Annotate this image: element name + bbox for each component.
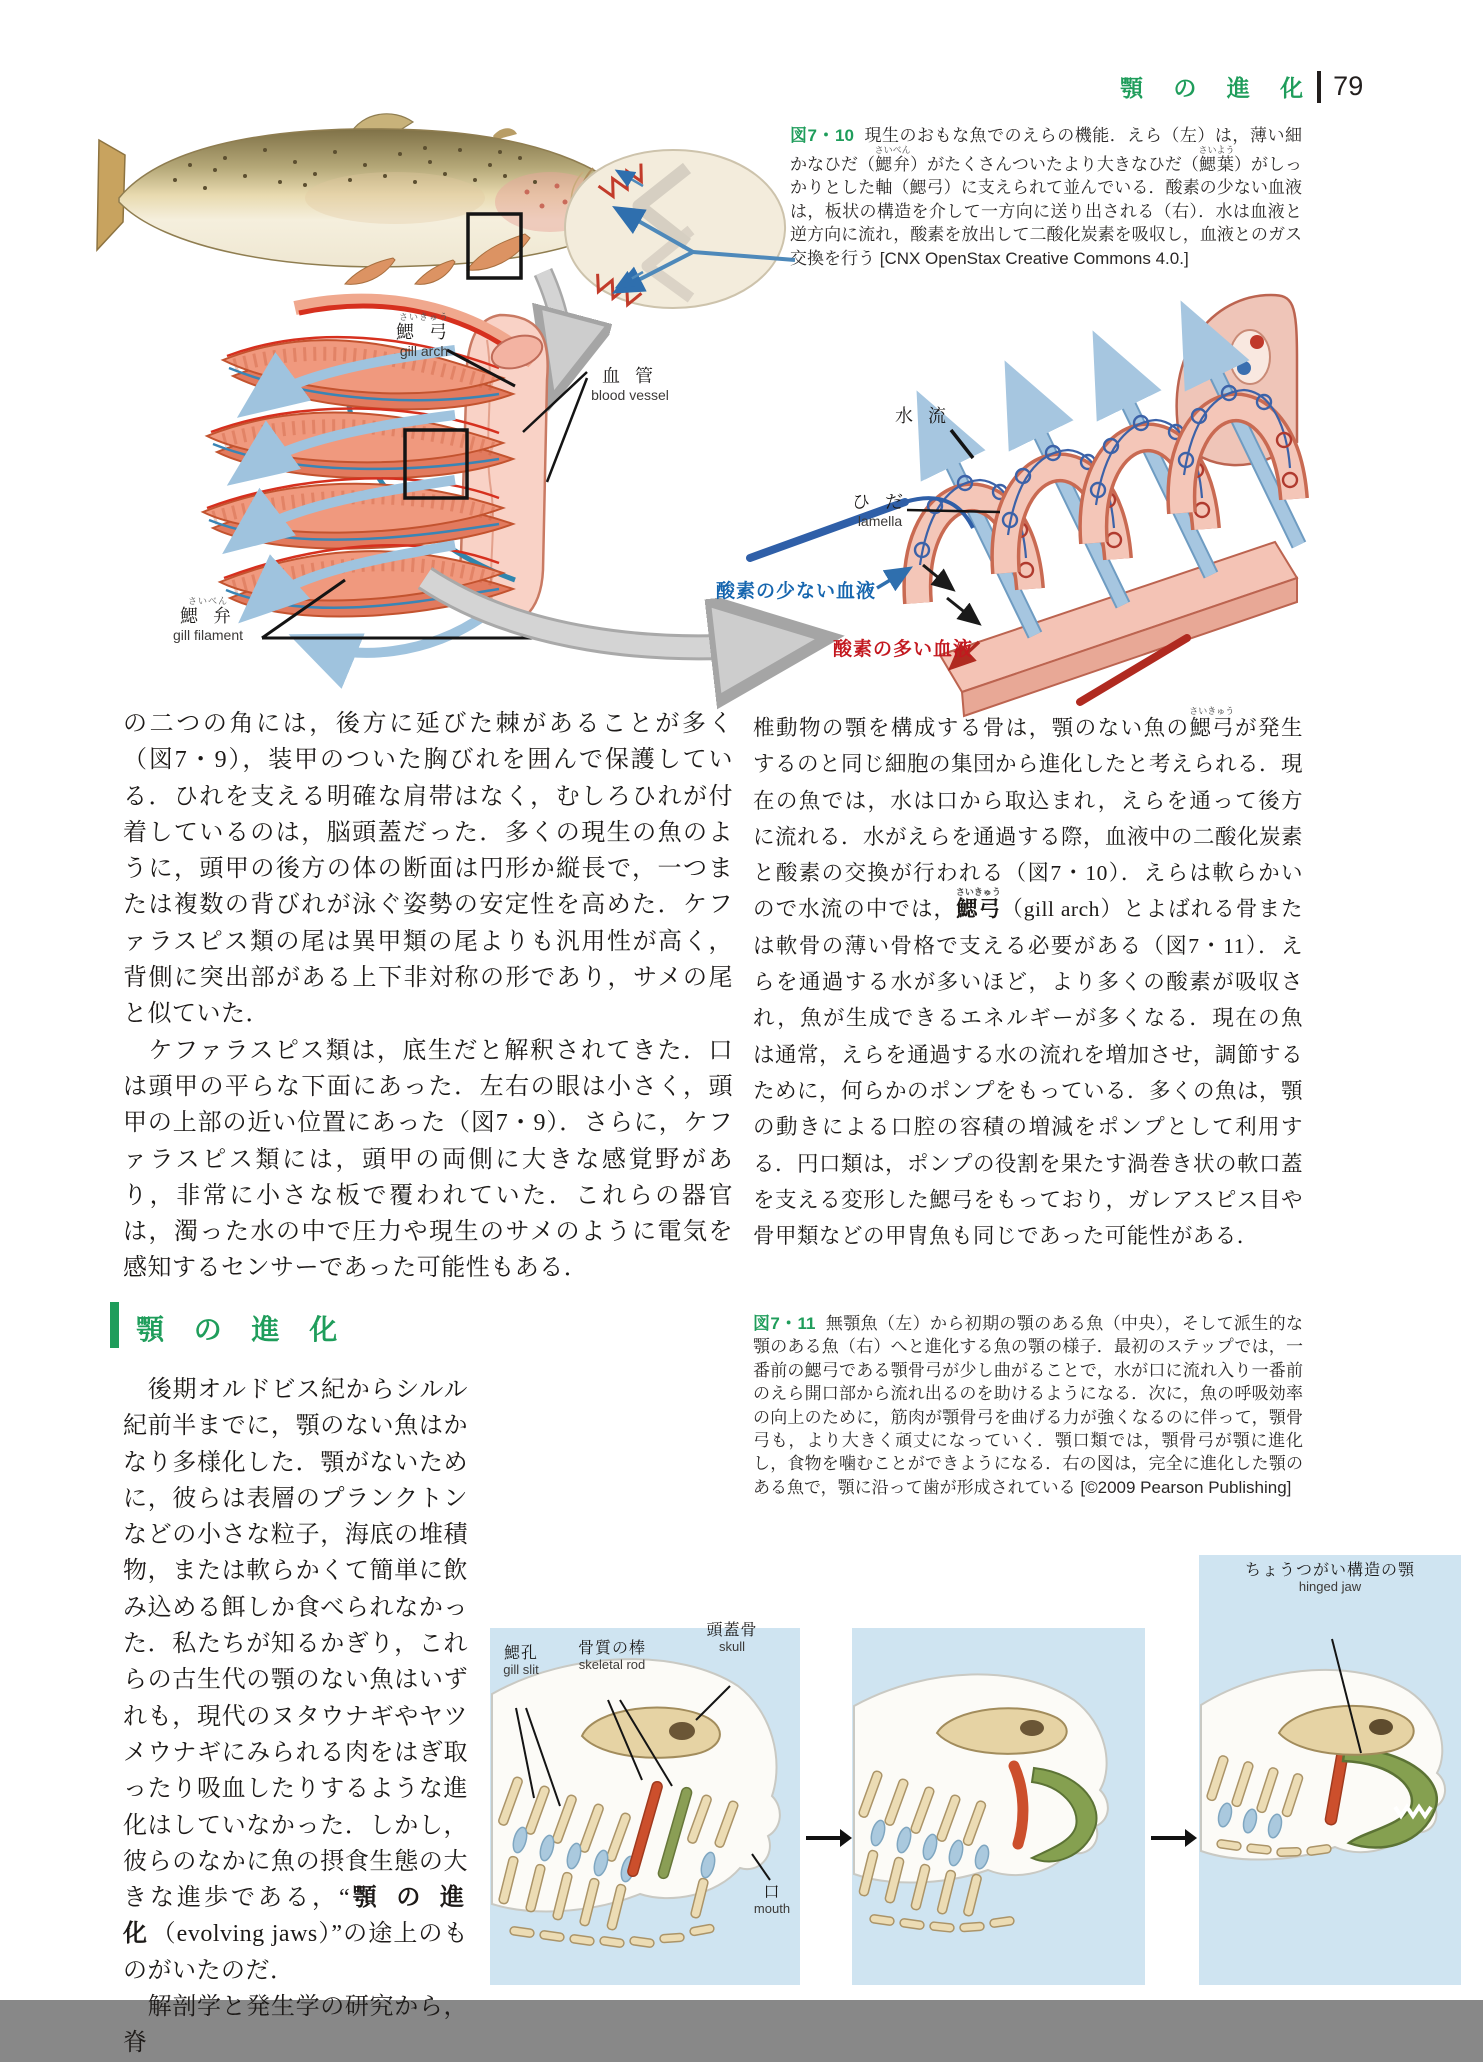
head-cross-section bbox=[565, 150, 795, 308]
left-paragraph-1: の二つの角には，後方に延びた棘があることが多く（図7・9），装甲のついた胸びれを囲んで保護している．ひれを支える明確な肩帯はなく，むしろひれが付着しているのは，脳頭蓋だった．多くの現生の魚のように，頭甲の後方の体の断面は円形か縦長で，一つまたは複数の背びれが泳ぐ姿勢の安定性を高めた．ケファラスピス類の尾は異甲類の尾よりも汎用性が高く，背側に突出部がある上下非対称の形であり，サメの尾と似ていた． bbox=[123, 711, 733, 1028]
figure-7-10-number: 図7・10 bbox=[790, 126, 854, 145]
blood-vessel-label: 血 管 blood vessel bbox=[591, 366, 669, 403]
evolution-arrow-1 bbox=[806, 1827, 852, 1849]
left-paragraph-2: ケファラスピス類は，底生だと解釈されてきた．口は頭甲の平らな下面にあった．左右の眼は小さく，頭甲の上部の近い位置にあった（図7・9）．さらに，ケファラスピス類には，頭甲の両側に大きな感覚野があり，非常に小さな板で覆われていた．これらの器官は，濁った水の中で圧力や現生のサメのように電気を感知するセンサーであった可能性もある． bbox=[123, 1037, 733, 1282]
oxygen-rich-blood-label: 酸素の多い血液 bbox=[833, 639, 974, 660]
hinged-jaw-label: ちょうつがい構造の顎 hinged jaw bbox=[1244, 1562, 1415, 1595]
derived-jawed-fish-panel bbox=[1199, 1555, 1461, 1985]
gill-filament-label: さいべん 鰓 弁 gill filament bbox=[172, 596, 244, 643]
evolving-jaws-term: 顎 の 進 化 bbox=[123, 1884, 468, 1948]
body-left-column bbox=[123, 706, 733, 1287]
fish-illustration bbox=[97, 114, 640, 284]
jawless-fish-art bbox=[490, 1628, 800, 1985]
skull-label: 頭蓋骨 skull bbox=[706, 1622, 758, 1655]
evolution-arrow-2 bbox=[1151, 1827, 1197, 1849]
header-divider bbox=[1317, 71, 1321, 103]
figure-7-10-caption: 図7・10 現生のおもな魚でのえらの機能．えら（左）は，薄い細かなひだ（鰓弁さいべん）がたくさんついたより大きなひだ（鰓葉さいよう）がしっかりとした軸（鰓弓）に支えられて並んでいる．酸素の少ない血液は，板状の構造を介して一方向に送り出される（右）．水は血液と逆方向に流れ，酸素を放出して二酸化炭素を吸収し，血液とのガス交換を行う [CNX OpenStax Creative Commons 4.0.] bbox=[790, 126, 1302, 268]
right-paragraph-1: 椎動物の顎を構成する骨は，顎のない魚の鰓弓さいきゅうが発生するのと同じ細胞の集団から進化したと考えられる．現在の魚では，水は口から取込まれ，えらを通って後方に流れる．水がえらを通過する際，血液中の二酸化炭素と酸素の交換が行われる（図7・10）．えらは軟らかいので水流の中では，鰓弓さいきゅう（gill arch）とよばれる骨または軟骨の薄い骨格で支える必要がある（図7・11）．えらを通過する水が多いほど，より多くの酸素が吸収され，魚が生成できるエネルギーが多くなる．現在の魚は通常，えらを通過する水の流れを増加させ，調節するために，何らかのポンプをもっている．多くの魚は，顎の動きによる口腔の容積の増減をポンプとして利用する．円口類は，ポンプの役割を果たす渦巻き状の軟口蓋を支える変形した鰓弓をもっており，ガレアスピス目や骨甲類などの甲冑魚も同じであった可能性がある． bbox=[753, 706, 1304, 1249]
gill-slit-label: 鰓孔 gill slit bbox=[503, 1645, 539, 1678]
page-header bbox=[1120, 70, 1363, 103]
body-right-column bbox=[753, 706, 1303, 1254]
section-heading-bar bbox=[110, 1302, 119, 1348]
oxygen-poor-blood-label: 酸素の少ない血液 bbox=[716, 581, 877, 602]
section-heading: 顎 の 進 化 bbox=[136, 1314, 349, 1345]
figure-7-11-caption: 図7・11 無顎魚（左）から初期の顎のある魚（中央），そして派生的な顎のある魚（右）へと進化する魚の顎の様子．最初のステップでは，一番前の鰓弓である顎骨弓が少し曲がることで，水が口に流れ入り一番前のえら開口部から流れ出るのを助けるようになる．次に，魚の呼吸効率の向上のために，筋肉が顎骨弓を曲げる力が強くなるのに伴って，顎骨弓も，より大きく頑丈になっていく．顎口類では，顎骨弓が顎に進化し，食物を噛むことができようになる．右の図は，完全に進化した顎のある魚で，顎に沿って歯が形成されている [©2009 Pearson Publishing] bbox=[753, 1314, 1303, 1497]
jawless-fish-panel bbox=[490, 1628, 800, 1985]
figure-7-11-number: 図7・11 bbox=[753, 1314, 816, 1333]
skeletal-rod-label: 骨質の棒 skeletal rod bbox=[577, 1640, 646, 1673]
derived-jawed-fish-art bbox=[1199, 1555, 1461, 1985]
section-paragraph-1: 後期オルドビス紀からシルル紀前半までに，顎のない魚はかなり多様化した．顎がないために，彼らは表層のプランクトンなどの小さな粒子，海底の堆積物，または軟らかくて簡単に飲み込める餌しか食べられなかった．私たちが知るかぎり，これらの古生代の顎のない魚はいずれも，現代のヌタウナギやヤツメウナギにみられる肉をはぎ取ったり吸血したりするような進化はしていなかった．しかし，彼らのなかに魚の摂食生態の大きな進歩である，“顎 の 進 化（evolving jaws）”の途上のものがいたのだ． bbox=[123, 1377, 468, 1984]
gill-arch-label: さいきゅう 鰓 弓 gill arch bbox=[395, 312, 452, 359]
section-paragraph-2: 解剖学と発生学の研究から，脊 bbox=[123, 1994, 468, 2057]
page-number: 79 bbox=[1333, 71, 1364, 101]
water-flow-label: 水 流 bbox=[894, 406, 951, 426]
early-jawed-fish-art bbox=[852, 1628, 1145, 1985]
early-jawed-fish-panel bbox=[852, 1628, 1145, 1985]
lamella-label: ひ だ lamella bbox=[851, 492, 908, 529]
mouth-label: 口 mouth bbox=[753, 1884, 791, 1917]
running-head: 顎 の 進 化 bbox=[1120, 75, 1316, 101]
